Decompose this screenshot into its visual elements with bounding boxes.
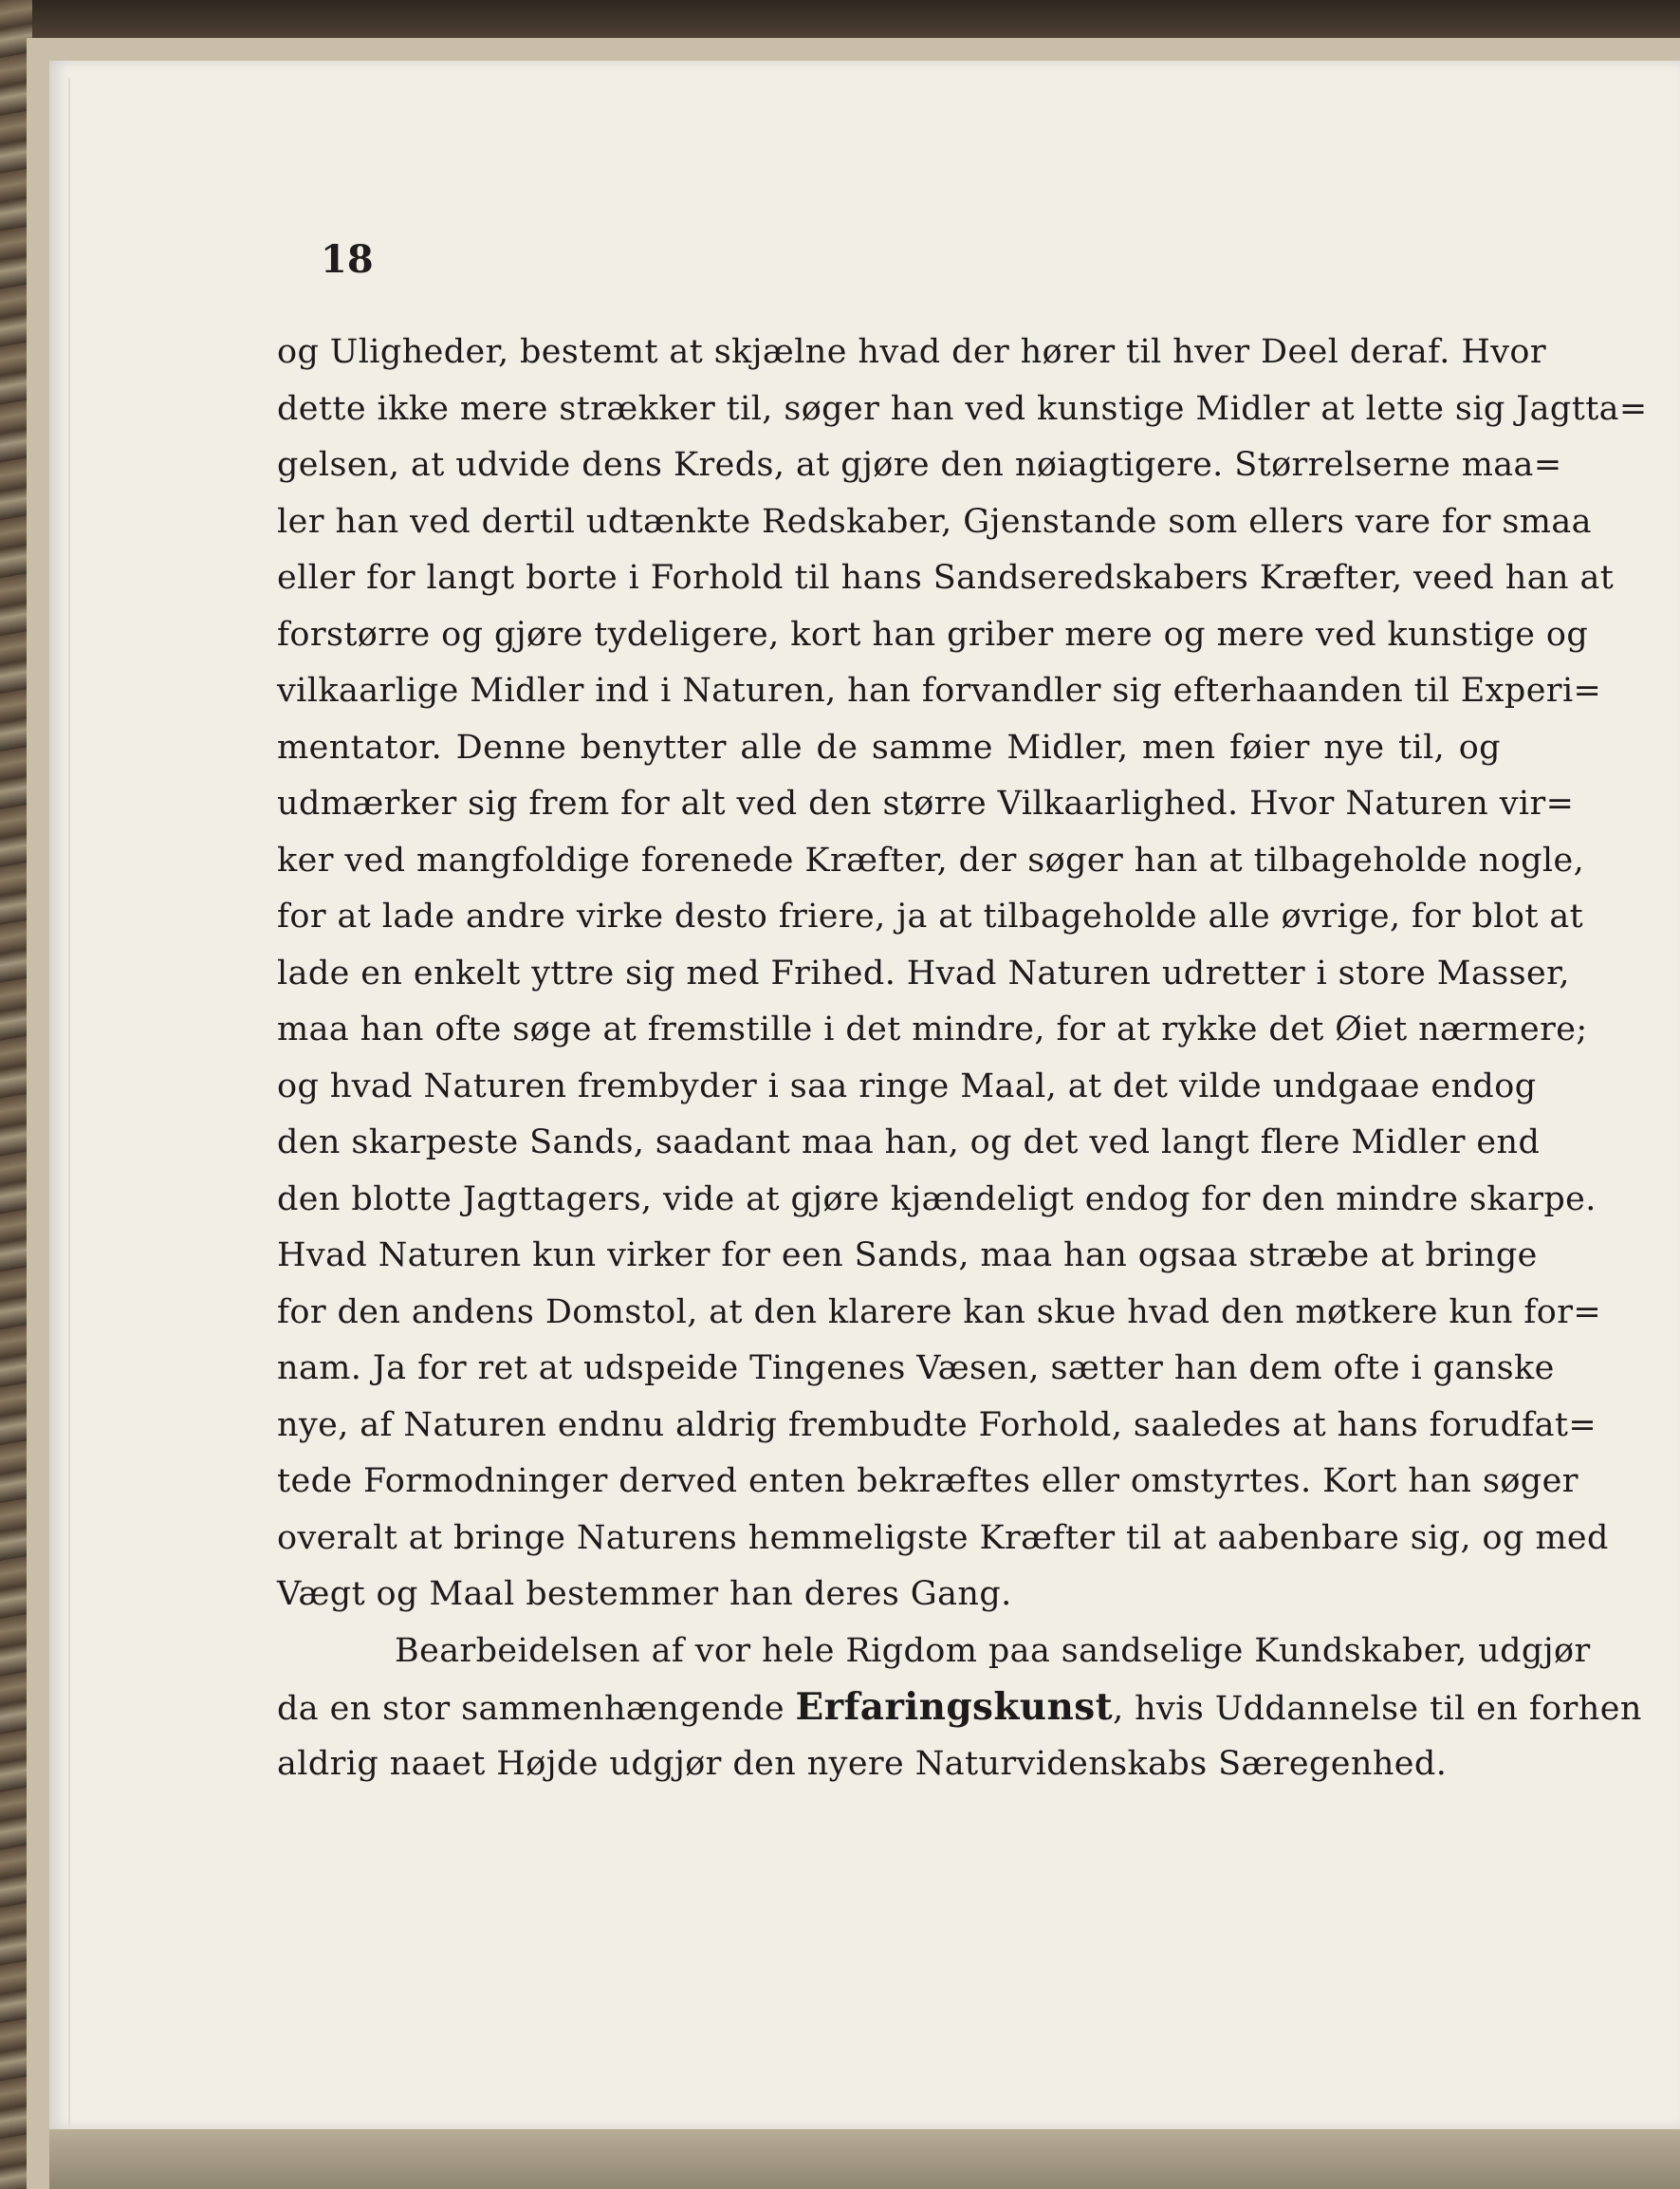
text-line (277, 1679, 1642, 1736)
text-line: mentator. Denne benytter alle de samme Midler, men føier nye til, og (277, 728, 1501, 767)
text-line: lade en enkelt yttre sig med Frihed. Hvad Naturen udretter i store Masser, (277, 954, 1570, 992)
text-line: den skarpeste Sands, saadant maa han, og det ved langt flere Midler end (277, 1123, 1541, 1161)
emphasized-term: Erfaringskunst (795, 1685, 1114, 1729)
text-line: vilkaarlige Midler ind i Naturen, han forvandler sig efterhaanden til Experi= (277, 672, 1602, 710)
text-line: Vægt og Maal bestemmer han deres Gang. (277, 1575, 1012, 1613)
text-fragment: da en stor sammenhængende (277, 1690, 785, 1728)
text-line: udmærker sig frem for alt ved den større Vilkaarlighed. Hvor Naturen vir= (277, 785, 1575, 823)
text-line: dette ikke mere strækker til, søger han ved kunstige Midler at lette sig Jagtta= (277, 389, 1648, 428)
text-line: for at lade andre virke desto friere, ja at tilbageholde alle øvrige, for blot at (277, 898, 1584, 936)
text-line: nye, af Naturen endnu aldrig frembudte Forhold, saaledes at hans forudfat= (277, 1405, 1597, 1444)
text-line: aldrig naaet Højde udgjør den nyere Naturvidenskabs Særegenhed. (277, 1744, 1448, 1783)
text-line: gelsen, at udvide dens Kreds, at gjøre den nøiagtigere. Størrelserne maa= (277, 446, 1562, 484)
text-line: Hvad Naturen kun virker for een Sands, maa han ogsaa stræbe at bringe (277, 1236, 1538, 1274)
text-line: Bearbeidelsen af vor hele Rigdom paa sandselige Kundskaber, udgjør (395, 1631, 1591, 1670)
text-line: for den andens Domstol, at den klarere kan skue hvad den møtkere kun for= (277, 1292, 1602, 1331)
text-line: tede Formodninger derved enten bekræftes eller omstyrtes. Kort han søger (277, 1462, 1578, 1500)
text-line: nam. Ja for ret at udspeide Tingenes Væsen, sætter han dem ofte i ganske (277, 1349, 1555, 1387)
page-number: 18 (321, 237, 374, 282)
text-line: forstørre og gjøre tydeligere, kort han griber mere og mere ved kunstige og (277, 615, 1589, 654)
text-line: overalt at bringe Naturens hemmeligste Kræfter til at aabenbare sig, og med (277, 1518, 1609, 1557)
text-line: eller for langt borte i Forhold til hans Sandseredskabers Kræfter, veed han at (277, 559, 1615, 597)
text-fragment: , hvis Uddannelse til en forhen (1113, 1690, 1642, 1728)
text-line: ker ved mangfoldige forenede Kræfter, der søger han at tilbageholde nogle, (277, 841, 1585, 880)
text-line: og hvad Naturen frembyder i saa ringe Maal, at det vilde undgaae endog (277, 1067, 1537, 1105)
text-line: ler han ved dertil udtænkte Redskaber, Gjenstande som ellers vare for smaa (277, 502, 1592, 541)
text-line: og Uligheder, bestemt at skjælne hvad der hører til hver Deel deraf. Hvor (277, 333, 1547, 371)
body-text (277, 325, 1648, 1792)
text-line: den blotte Jagttagers, vide at gjøre kjændeligt endog for den mindre skarpe. (277, 1179, 1597, 1218)
text-line: maa han ofte søge at fremstille i det mindre, for at rykke det Øiet nærmere; (277, 1011, 1588, 1048)
page-bottom-edge (49, 2129, 1680, 2189)
